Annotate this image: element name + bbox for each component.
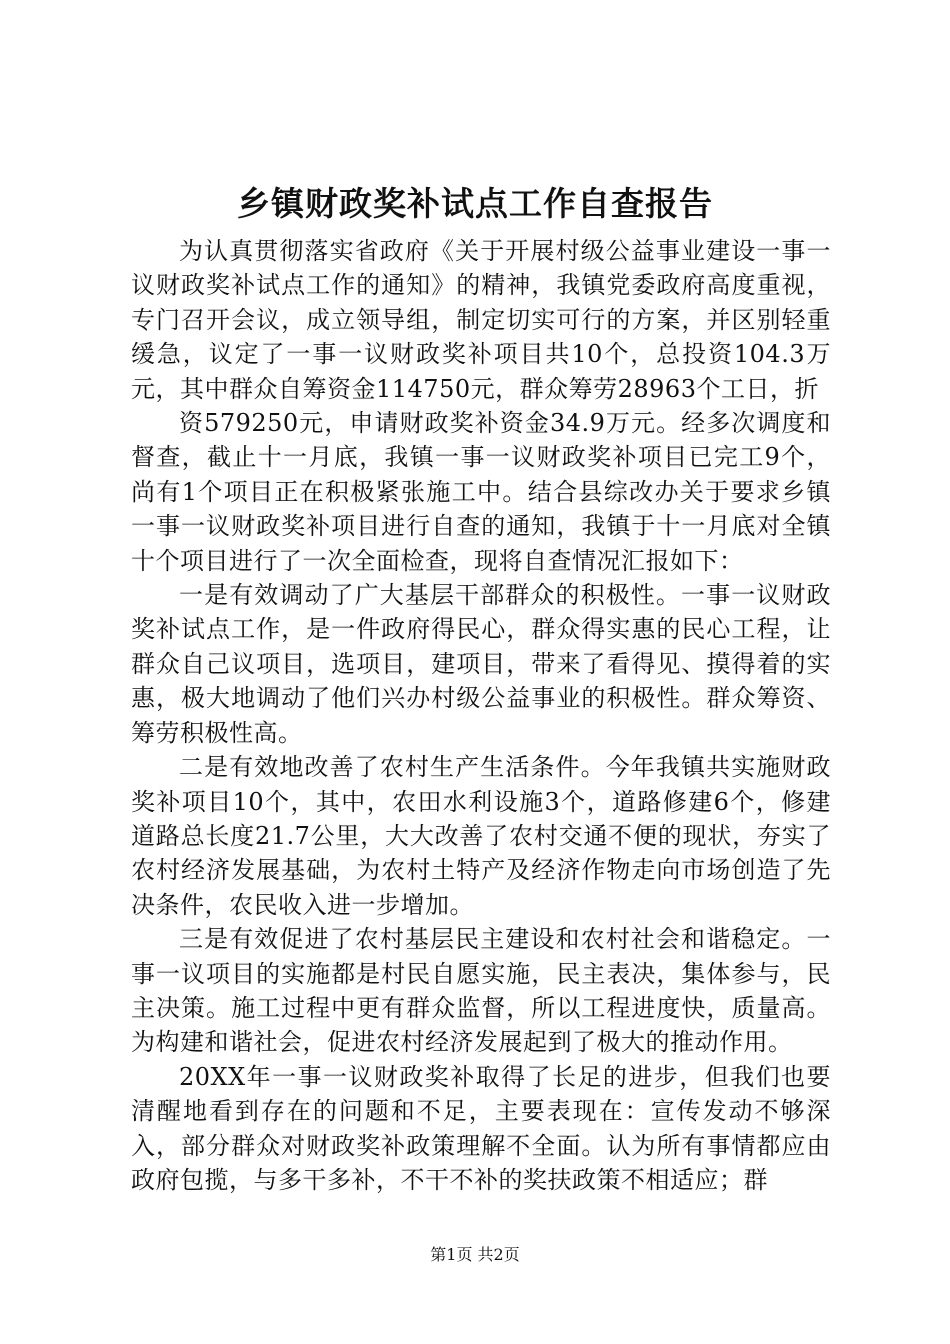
document-title: 乡镇财政奖补试点工作自查报告 (237, 184, 713, 223)
paragraph-5: 三是有效促进了农村基层民主建设和农村社会和谐稳定。一事一议项目的实施都是村民自愿实施，民主表决，集体参与，民主决策。施工过程中更有群众监督，所以工程进度快，质量高。为构建和谐社会，促进农村经济发展起到了极大的推动作用。 (131, 925, 831, 1057)
paragraph-2: 资579250元，申请财政奖补资金34.9万元。经多次调度和督查，截止十一月底，我镇一事一议财政奖补项目已完工9个，尚有1个项目正在积极紧张施工中。结合县综改办关于要求乡镇一事一议财政奖补项目进行自查的通知，我镇于十一月底对全镇十个项目进行了一次全面检查，现将自查情况汇报如下： (131, 409, 831, 575)
paragraph-3: 一是有效调动了广大基层干部群众的积极性。一事一议财政奖补试点工作，是一件政府得民心，群众得实惠的民心工程，让群众自己议项目，选项目，建项目，带来了看得见、摸得着的实惠，极大地调动了他们兴办村级公益事业的积极性。群众筹资、筹劳积极性高。 (131, 581, 831, 747)
paragraph-1: 为认真贯彻落实省政府《关于开展村级公益事业建设一事一议财政奖补试点工作的通知》的精神，我镇党委政府高度重视，专门召开会议，成立领导组，制定切实可行的方案，并区别轻重缓急，议定了一事一议财政奖补项目共10个，总投资104.3万元，其中群众自筹资金114750元，群众筹劳28963个工日，折 (131, 237, 831, 403)
paragraph-6: 20XX年一事一议财政奖补取得了长足的进步，但我们也要清醒地看到存在的问题和不足，主要表现在：宣传发动不够深入，部分群众对财政奖补政策理解不全面。认为所有事情都应由政府包揽，与多干多补，不干不补的奖扶政策不相适应；群 (131, 1062, 831, 1194)
page-number-footer: 第1页 共2页 (430, 1245, 520, 1264)
document-body (131, 234, 831, 1197)
paragraph-4: 二是有效地改善了农村生产生活条件。今年我镇共实施财政奖补项目10个，其中，农田水利设施3个，道路修建6个，修建道路总长度21.7公里，大大改善了农村交通不便的现状，夯实了农村经济发展基础，为农村土特产及经济作物走向市场创造了先决条件，农民收入进一步增加。 (131, 753, 831, 919)
